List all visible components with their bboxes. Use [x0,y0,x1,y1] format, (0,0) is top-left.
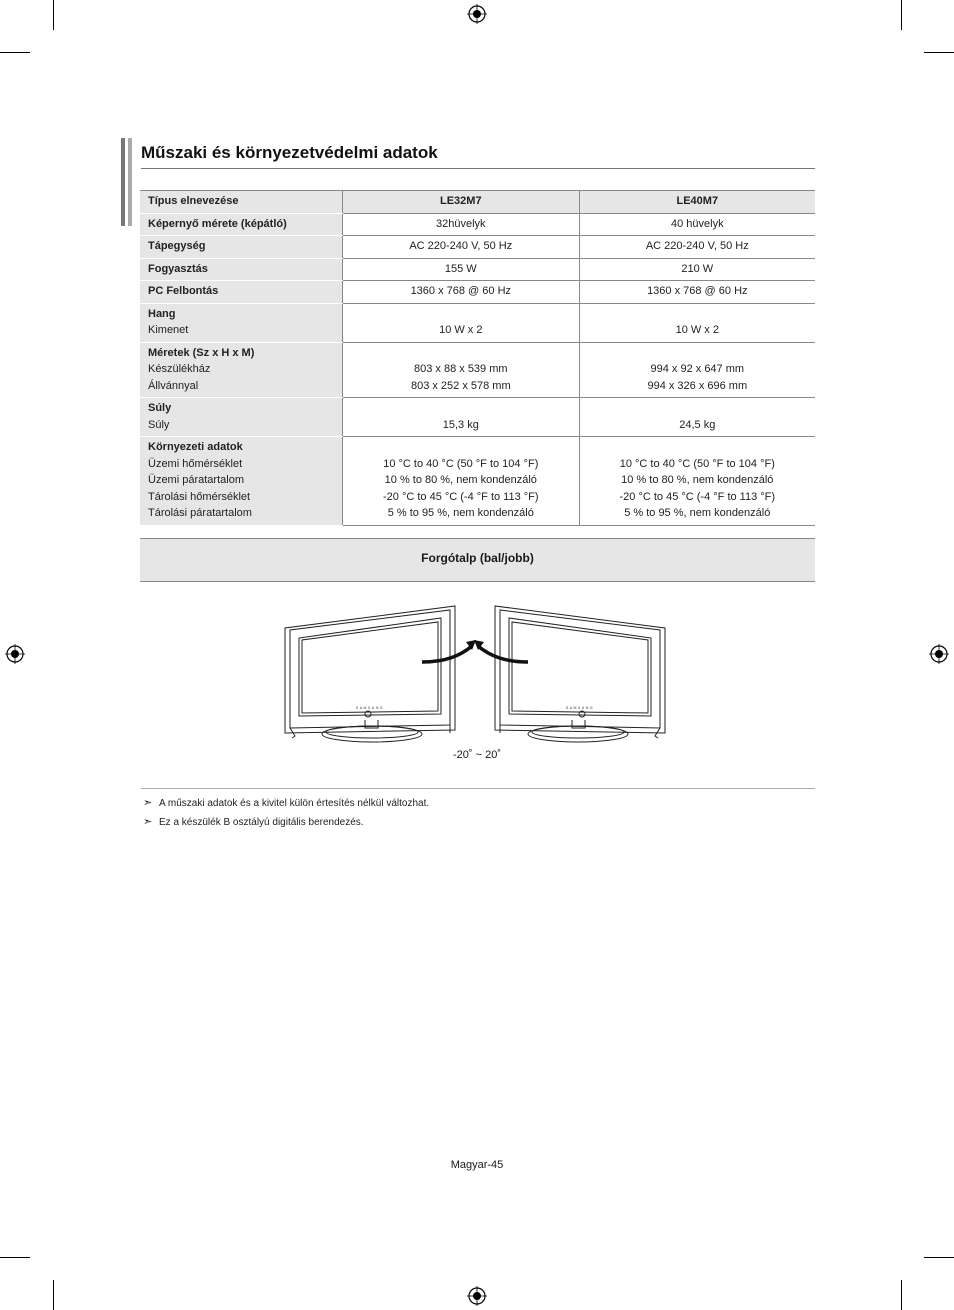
row-label-title: Súly [148,402,172,414]
registration-mark-icon [467,1286,487,1306]
row-sublabel: Súly [148,418,170,431]
tv-left-illustration [285,606,455,742]
column-header-le32m7: LE32M7 [343,191,580,214]
row-label: Képernyő mérete (képátló) [140,213,343,236]
brand-logo-left: SAMSUNG [355,706,385,710]
row-sublabel: Állvánnyal [148,379,199,392]
table-cell: 1360 x 768 @ 60 Hz [579,281,815,304]
brand-logo-right: SAMSUNG [565,706,595,710]
table-row [140,236,815,259]
cell-line: 10 °C to 40 °C (50 °F to 104 °F) [619,457,775,470]
registration-mark-icon [467,4,487,24]
table-cell: 32hüvelyk [343,213,580,236]
row-label-title: Hang [148,307,176,320]
table-cell: 10 W x 2 [579,303,815,342]
table-row [140,303,815,342]
row-label: Fogyasztás [140,258,343,281]
note-text: A műszaki adatok és a kivitel külön értesítés nélkül változhat. [159,798,430,809]
registration-mark-icon [929,644,949,664]
table-row [140,213,815,236]
swivel-illustration [280,598,670,748]
cell-line: 803 x 88 x 539 mm [414,363,508,375]
cell-line: 5 % to 95 %, nem kondenzáló [624,507,771,519]
row-label [140,437,343,526]
cell-line: 994 x 326 x 696 mm [647,379,748,392]
table-cell: AC 220-240 V, 50 Hz [579,236,815,259]
table-row [140,258,815,281]
table-cell: 40 hüvelyk [579,213,815,236]
cell-line: -20 °C to 45 °C (-4 °F to 113 °F) [383,490,539,503]
note-text: Ez a készülék B osztályú digitális berendezés. [159,817,364,828]
crop-mark [901,0,902,30]
cell-line: -20 °C to 45 °C (-4 °F to 113 °F) [619,490,776,503]
row-label [140,398,343,437]
note-item [143,796,429,809]
row-label [140,342,343,398]
crop-mark [53,0,54,30]
row-label-title: Méretek (Sz x H x M) [148,346,255,359]
row-sublabel: Készülékház [148,363,211,375]
title-accent-bar [121,138,125,226]
page-number: Magyar-45 [450,1159,504,1171]
row-sublabel: Üzemi páratartalom [148,474,244,486]
crop-mark [53,1280,54,1310]
table-cell: 210 W [579,258,815,281]
crop-mark [924,52,954,53]
table-cell [579,437,815,526]
crop-mark [0,52,30,53]
cell-line: 994 x 92 x 647 mm [650,363,745,375]
table-cell: 1360 x 768 @ 60 Hz [343,281,580,304]
note-arrow-icon: ➣ [143,816,153,828]
cell-line: 10 % to 80 %, nem kondenzáló [621,474,774,486]
title-accent-bar [128,138,132,226]
cell-line: 10 % to 80 %, nem kondenzáló [384,474,537,486]
row-label-title: Környezeti adatok [148,441,243,453]
tv-right-illustration [495,606,665,742]
note-arrow-icon: ➣ [143,797,153,809]
row-sublabel: Kimenet [148,324,189,336]
table-row [140,342,815,398]
table-row [140,398,815,437]
table-cell [343,342,580,398]
table-row [140,191,815,214]
table-cell: 15,3 kg [343,398,580,437]
note-item [143,815,364,828]
table-cell [579,342,815,398]
title-divider [141,168,815,169]
swivel-angle-label: -20˚ ~ 20˚ [453,749,501,761]
crop-mark [924,1257,954,1258]
swivel-section-header: Forgótalp (bal/jobb) [140,538,815,582]
spec-table [140,190,815,526]
cell-line: 5 % to 95 %, nem kondenzáló [387,507,534,519]
table-cell: AC 220-240 V, 50 Hz [343,236,580,259]
page-title: Műszaki és környezetvédelmi adatok [141,143,438,162]
row-label [140,303,343,342]
crop-mark [901,1280,902,1310]
table-cell [343,437,580,526]
cell-line: 803 x 252 x 578 mm [410,379,511,392]
column-header-le40m7: LE40M7 [579,191,815,214]
row-label: Tápegység [140,236,343,259]
table-cell: 10 W x 2 [343,303,580,342]
table-row [140,281,815,304]
table-cell: 24,5 kg [579,398,815,437]
row-sublabel: Üzemi hőmérséklet [148,457,243,470]
table-cell: 155 W [343,258,580,281]
notes-divider [141,788,815,789]
table-row [140,437,815,526]
row-sublabel: Tárolási páratartalom [148,507,252,519]
cell-line: 10 °C to 40 °C (50 °F to 104 °F) [383,457,539,470]
row-label: Típus elnevezése [140,191,343,214]
registration-mark-icon [5,644,25,664]
crop-mark [0,1257,30,1258]
row-label: PC Felbontás [140,281,343,304]
row-sublabel: Tárolási hőmérséklet [148,490,251,503]
